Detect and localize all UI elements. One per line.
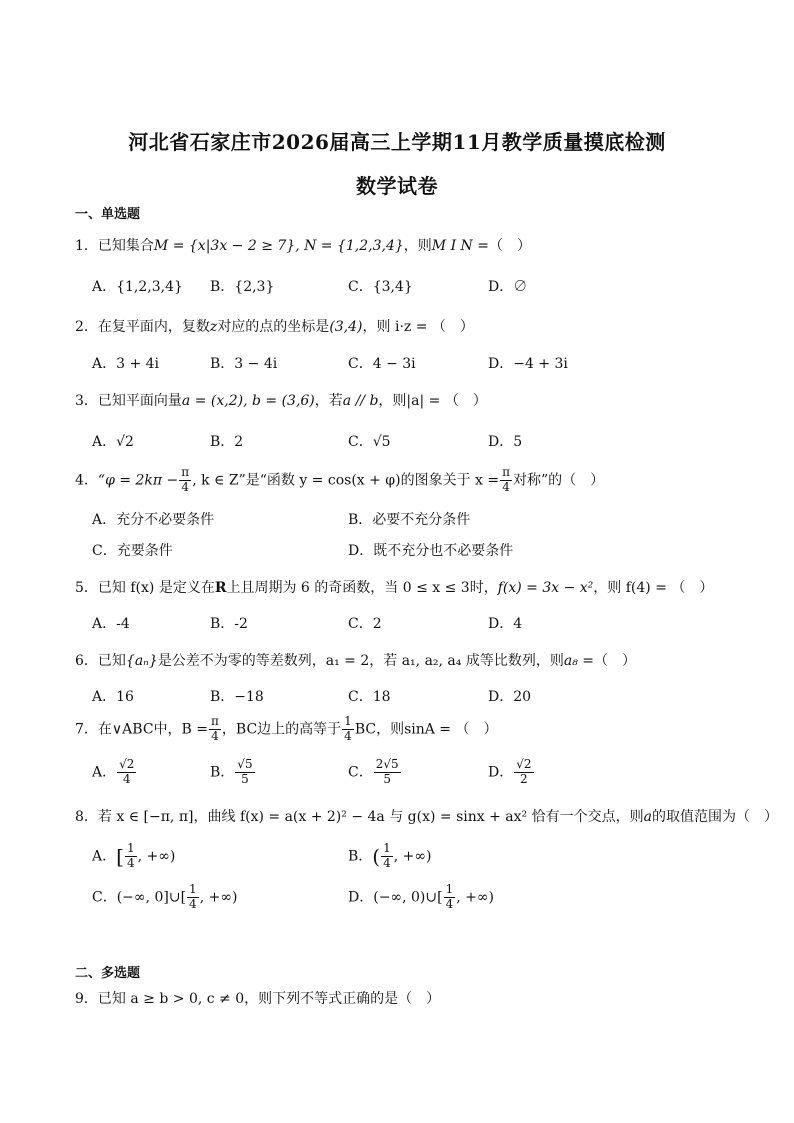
question-8 [75, 806, 778, 826]
option-a: A．-4 [92, 616, 130, 632]
option-d: D．5 [488, 434, 523, 450]
question-stem: 已知 f(x) 是定义在 [97, 580, 215, 596]
question-6 [75, 650, 636, 670]
question-number: 5． [75, 580, 98, 596]
question-stem: 已知 a ≥ b > 0, c ≠ 0，则下列不等式正确的是（ ） [97, 991, 441, 1007]
option-b: B．必要不充分条件 [348, 512, 471, 528]
option-b: B．3 − 4i [210, 356, 278, 372]
question-stem: ，则 i·z = （ ） [362, 319, 474, 335]
option-a: A．[ $\frac{1}{4}$ , +∞) [92, 841, 176, 870]
question-stem: ，则|a| = （ ） [378, 393, 487, 409]
question-math: M I N = [431, 238, 489, 254]
fraction: $\frac{\pi}{4}$ [211, 714, 219, 743]
question-4 [75, 466, 604, 495]
option-c: C．√5 [348, 434, 391, 450]
fraction: $\frac{\pi}{4}$ [502, 465, 510, 494]
option-c: C．{3,4} [348, 279, 413, 295]
option-b: B．−18 [210, 689, 264, 705]
question-stem: ，若 [314, 393, 343, 409]
question-stem: 已知 [97, 653, 126, 669]
question-stem: , k ∈ Z”是“函数 y = cos(x + φ)的图象关于 x = [192, 472, 500, 489]
question-stem: ，则 f(4) = （ ） [593, 580, 714, 596]
question-stem: 上且周期为 6 的奇函数，当 0 ≤ x ≤ 3时， [226, 580, 498, 596]
option-a: A． $\frac{√2}{4}$ [92, 757, 135, 786]
question-math: a // b [342, 393, 379, 409]
option-b: B．-2 [210, 616, 248, 632]
option-a: A．3 + 4i [92, 356, 160, 372]
question-math: R [214, 580, 227, 596]
exam-subtitle: 数学试卷 [356, 174, 438, 198]
question-2 [75, 316, 474, 336]
option-c: C．18 [348, 689, 391, 705]
option-b: B．2 [210, 434, 244, 450]
option-a: A．充分不必要条件 [92, 512, 215, 528]
question-stem: 若 x ∈ [−π, π]，曲线 f(x) = a(x + 2)² − 4a 与 g(x) = sinx + ax² 恰有一个交点，则 [97, 809, 644, 825]
question-stem: 已知集合 [97, 238, 154, 254]
option-c: C．(−∞, 0]∪[ $\frac{1}{4}$ , +∞) [92, 882, 238, 911]
option-d: D．(−∞, 0)∪[ $\frac{1}{4}$ , +∞) [348, 882, 494, 911]
question-math: z [209, 319, 218, 335]
question-number: 7． [75, 721, 98, 738]
option-a: A．16 [92, 689, 134, 705]
question-number: 8． [75, 809, 98, 825]
question-stem: 的取值范围为（ ） [651, 809, 778, 825]
question-stem: （ ） [488, 238, 531, 254]
option-b: B．{2,3} [210, 279, 275, 295]
question-stem: 对称”的（ ） [513, 472, 605, 489]
question-stem: BC，则sinA = （ ） [354, 721, 498, 738]
section-heading-single-choice: 一、单选题 [75, 207, 141, 222]
question-number: 3． [75, 393, 98, 409]
question-7 [75, 715, 498, 744]
question-5 [75, 577, 713, 597]
option-d: D．既不充分也不必要条件 [348, 543, 514, 559]
question-stem: ，则 [403, 238, 432, 254]
question-number: 2． [75, 319, 98, 335]
option-b: B．( $\frac{1}{4}$ , +∞) [348, 841, 432, 870]
option-d: D．−4 + 3i [488, 356, 568, 372]
question-stem: 在∨ABC中，B = [97, 721, 209, 738]
option-b: B． $\frac{√5}{5}$ [210, 757, 253, 786]
question-3 [75, 390, 487, 410]
question-math: (3,4) [329, 319, 363, 335]
option-a: A．√2 [92, 434, 134, 450]
option-a: A．{1,2,3,4} [92, 279, 183, 295]
question-math: a = (x,2), b = (3,6) [181, 393, 315, 409]
question-stem: 在复平面内，复数 [97, 319, 210, 335]
section-heading-multi-choice: 二、多选题 [75, 966, 141, 981]
option-d: D．4 [488, 616, 523, 632]
question-number: 1． [75, 238, 98, 254]
question-9 [75, 988, 440, 1008]
question-number: 4． [75, 472, 98, 489]
question-stem: 对应的点的坐标是 [217, 319, 330, 335]
question-math: f(x) = 3x − x² [497, 580, 594, 596]
question-stem: ，BC边上的高等于 [221, 721, 342, 738]
question-1 [75, 235, 531, 255]
question-number: 9． [75, 991, 98, 1007]
exam-title: 河北省石家庄市2026届高三上学期11月教学质量摸底检测 [128, 130, 666, 154]
question-stem: 是公差不为零的等差数列，a₁ = 2，若 a₁, a₂, a₄ 成等比数列，则 [157, 653, 564, 669]
question-math: a₈ = [563, 653, 594, 669]
option-d: D．∅ [488, 279, 528, 295]
option-c: C．4 − 3i [348, 356, 416, 372]
fraction: $\frac{\pi}{4}$ [181, 465, 190, 494]
question-stem: 已知平面向量 [97, 393, 182, 409]
option-c: C．2 [348, 616, 382, 632]
question-math: a [643, 809, 652, 825]
question-number: 6． [75, 653, 98, 669]
question-stem: “φ = 2kπ − [97, 472, 179, 489]
option-c: C． $\frac{2√5}{5}$ [348, 757, 399, 786]
option-c: C．充要条件 [92, 543, 173, 559]
option-d: D． $\frac{√2}{2}$ [488, 757, 532, 786]
question-math: {aₙ} [125, 653, 158, 669]
option-d: D．20 [488, 689, 532, 705]
question-math: M = {x|3x − 2 ≥ 7}, N = {1,2,3,4} [153, 238, 404, 254]
fraction: $\frac{1}{4}$ [344, 714, 352, 743]
question-stem: （ ） [593, 653, 636, 669]
